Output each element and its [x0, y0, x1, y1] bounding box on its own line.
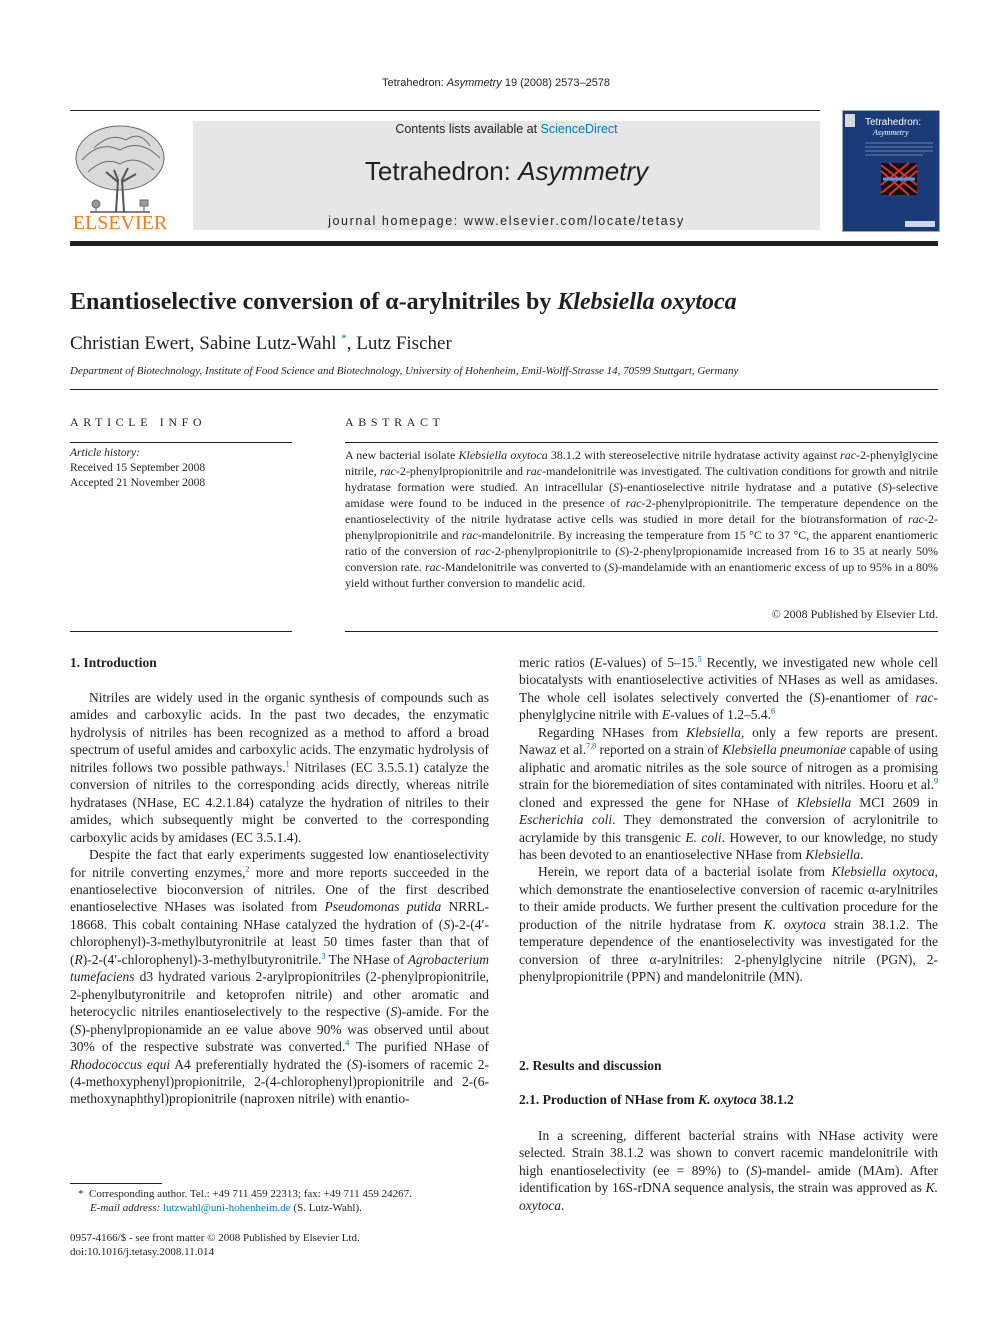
body-column-right — [519, 654, 938, 986]
corresponding-author-footnote — [70, 1187, 489, 1215]
article-title-italic: Klebsiella oxytoca — [557, 289, 737, 315]
intro-paragraph-2: Despite the fact that early experiments suggested low enantioselectivity for nitrile converting enzymes,$^2$ more and more reports succeeded in the enantioselective bioconversion of nitriles. One of the first described enantioselective NHases was isolated from Pseudomonas putida NRRL-18668. This cobalt containing NHase catalyzed the hydration of (S)-2-(4′-chlorophenyl)-3-methylbutyronitrile at least 50 times faster than that of (R)-2-(4′-chlorophenyl)-3-methylbutyronitrile.$^3$ The NHase of Agrobacterium tumefaciens d3 hydrated various 2-arylpropionitriles (2-phenylpropionitrile, 2-phenylbutyronitrile and ketoprofen nitrile) and other aromatic and heterocyclic nitriles enantioselectively to the respective (S)-amide. For the (S)-phenylpropionamide an ee value above 90% was observed until about 30% of the respective substrate was converted.$^4$ The purified NHase of Rhodococcus equi A4 preferentially hydrated the (S)-isomers of racemic 2-(4-methoxyphenyl)propionitrile, 2-(4-chlorophenyl)propionitrile and 2-(6-methoxynaphthyl)propionitrile (naproxen nitrile) with enantio- — [70, 847, 490, 1107]
abstract-rule-top — [345, 442, 938, 443]
journal-cover-image — [842, 110, 940, 232]
abstract-text: A new bacterial isolate Klebsiella oxytoca 38.1.2 with stereoselective nitrile hydratase activity against rac-2-phenylglycine nitrile, rac-2-phenylpropionitrile and rac-mandelonitrile was investigated. The cultivation conditions for growth and nitrile hydratase formation were studied. An intracellular (S)-enantioselective nitrile hydratase and a putative (S)-selective amidase were found to be induced in the presence of rac-2-phenylpropionitrile. The temperature dependence on the enantioselectivity of the nitrile hydratase active cells was studied in more detail for the biotransformation of rac-2-phenylpropionitrile and rac-mandelonitrile. By increasing the temperature from 15 °C to 37 °C, the apparent enantiomeric ratio of the conversion of rac-2-phenylpropionitrile to (S)-2-phenylpropionamide increased from 16 to 35 at nearly 50% conversion rate. rac-Mandelonitrile was converted to (S)-mandelamide with an enantiomeric excess of up to 95% in a 80% yield without further conversion to mandelic acid. — [345, 448, 939, 590]
footnote-mark: * — [78, 1188, 84, 1200]
cover-subtitle: Asymmetry — [873, 128, 909, 137]
intro-paragraph-2-cont: meric ratios (E-values) of 5–15.$^5$ Recently, we investigated new whole cell biocatalysts with enantioselective activities of NHases as well as amidases. The whole cell isolates selectively converted the (S)-enantiomer of rac-phenylglycine nitrile with E-values of 1.2–5.4.$^6$ — [519, 654, 938, 723]
subsection-heading-num: 2.1. Production of NHase from — [519, 1092, 699, 1107]
doi-line[interactable]: doi:10.1016/j.tetasy.2008.11.014 — [70, 1246, 215, 1258]
cover-graphic — [843, 111, 939, 231]
intro-paragraph-1: Nitriles are widely used in the organic synthesis of compounds such as amides and carboxylic acids. In the past two decades, the enzymatic hydrolysis of nitriles has been recognized as a method to afford a broad spectrum of useful amides and carboxylic acids. The enzymatic hydrolysis of nitriles follows two possible pathways.$^1$ Nitrilases (EC 3.5.5.1) catalyze the conversion of nitriles to the corresponding acids directly, whereas nitrile hydratases (NHase, EC 4.2.1.84) catalyze the hydration of nitriles to their amides, which subsequently might be converted to the corresponding carboxylic acids by amidases (EC 3.5.1.4). — [70, 690, 489, 845]
abstract-copyright: © 2008 Published by Elsevier Ltd. — [771, 607, 938, 621]
intro-paragraph-3: Regarding NHases from Klebsiella, only a few reports are present. Nawaz et al.$^{7,8}$ reported on a strain of Klebsiella pneumoniae capable of using aliphatic and aromatic nitriles as the sole source of nitrogen as a promising strain for the bioremediation of sites contaminated with nitriles. Hooru et al.$^9$ cloned and expressed the gene for NHase of Klebsiella MCI 2609 in Escherichia coli. They demonstrated the conversion of acrylonitrile to acrylamide by this transgenic E. coli. However, to our knowledge, no study has been devoted to an enantioselective NHase from Klebsiella. — [519, 724, 939, 862]
journal-citation — [0, 77, 992, 89]
journal-citation-name-italic: Asymmetry — [446, 77, 502, 89]
body-column-left — [70, 689, 489, 1108]
author-affiliation: Department of Biotechnology, Institute of Food Science and Biotechnology, University of Hohenheim, Emil-Wolff-Strasse 14, 70599 Stuttgart, Germany — [70, 365, 739, 377]
footnote-rule — [70, 1183, 162, 1184]
journal-name — [193, 156, 820, 187]
results-column — [519, 1127, 938, 1214]
footnote-contact: Corresponding author. Tel.: +49 711 459 22313; fax: +49 711 459 24267. — [89, 1188, 412, 1200]
header-rule — [70, 110, 820, 111]
footnote-email-label: E-mail address: — [90, 1202, 163, 1214]
sciencedirect-link[interactable]: ScienceDirect — [540, 122, 618, 136]
intro-paragraph-4: Herein, we report data of a bacterial isolate from Klebsiella oxytoca, which demonstrate the enantioselective conversion of racemic α-arylnitriles to their amide products. We further present the cultivation procedure for the production of the nitrile hydratase from K. oxytoca strain 38.1.2. The temperature dependence of the enantioselectivity was investigated for the conversion of three α-arylnitriles: 2-phenylglycine nitrile (PGN), 2-phenylpropionitrile (PPN) and mandelonitrile (MN). — [519, 864, 938, 985]
elsevier-logo-text: ELSEVIER — [72, 212, 168, 232]
article-history — [70, 446, 292, 491]
journal-homepage[interactable]: journal homepage: www.elsevier.com/locate/tetasy — [328, 214, 685, 228]
article-title-plain: Enantioselective conversion of α-arylnitriles by — [70, 289, 558, 315]
journal-citation-name: Tetrahedron: — [381, 77, 447, 89]
article-info-heading: ARTICLE INFO — [70, 415, 207, 429]
journal-citation-details: 19 (2008) 2573–2578 — [501, 77, 611, 89]
contents-prefix: Contents lists available at — [395, 122, 541, 136]
results-heading: 2. Results and discussion — [519, 1058, 662, 1073]
issn-block — [70, 1231, 360, 1259]
subsection-heading-italic: K. oxytoca — [698, 1092, 757, 1107]
journal-name-italic: Asymmetry — [518, 156, 649, 186]
article-info-rule-bottom — [70, 631, 292, 632]
journal-name-plain: Tetrahedron: — [364, 156, 519, 186]
affiliation-rule — [70, 389, 938, 390]
subsection-heading — [519, 1092, 794, 1108]
header-thick-rule — [70, 241, 938, 246]
introduction-heading: 1. Introduction — [70, 655, 157, 670]
abstract-heading: ABSTRACT — [345, 415, 445, 429]
article-history-label: Article history: — [70, 447, 140, 459]
elsevier-logo — [70, 120, 170, 232]
authors-part-2: , Lutz Fischer — [346, 333, 452, 354]
authors-part-1: Christian Ewert, Sabine Lutz-Wahl — [70, 333, 342, 354]
elsevier-tree-icon — [70, 120, 170, 232]
article-title — [70, 289, 938, 316]
abstract-rule-bottom — [345, 631, 938, 632]
article-authors — [70, 333, 938, 355]
received-date: Received 15 September 2008 — [70, 462, 206, 474]
accepted-date: Accepted 21 November 2008 — [70, 477, 206, 489]
footnote-email-link[interactable]: lutzwahl@uni-hohenheim.de — [162, 1202, 291, 1214]
subsection-heading-tail: 38.1.2 — [756, 1092, 794, 1107]
article-info-rule-top — [70, 442, 292, 443]
cover-title: Tetrahedron: — [865, 117, 922, 128]
contents-line — [193, 122, 820, 136]
results-paragraph-1: In a screening, different bacterial strains with NHase activity were selected. Strain 38.1.2 was shown to convert racemic mandelonitrile with high enantioselectivity (ee = 89%) to (S)-mandel- amide (MAm). After identification by 16S-rDNA sequence analysis, the strain was approved as K. oxytoca. — [519, 1128, 938, 1213]
corresponding-author-mark[interactable]: * — [341, 332, 347, 345]
footnote-email-tail: (S. Lutz-Wahl). — [290, 1202, 362, 1214]
issn-line: 0957-4166/$ - see front matter © 2008 Published by Elsevier Ltd. — [70, 1232, 360, 1244]
